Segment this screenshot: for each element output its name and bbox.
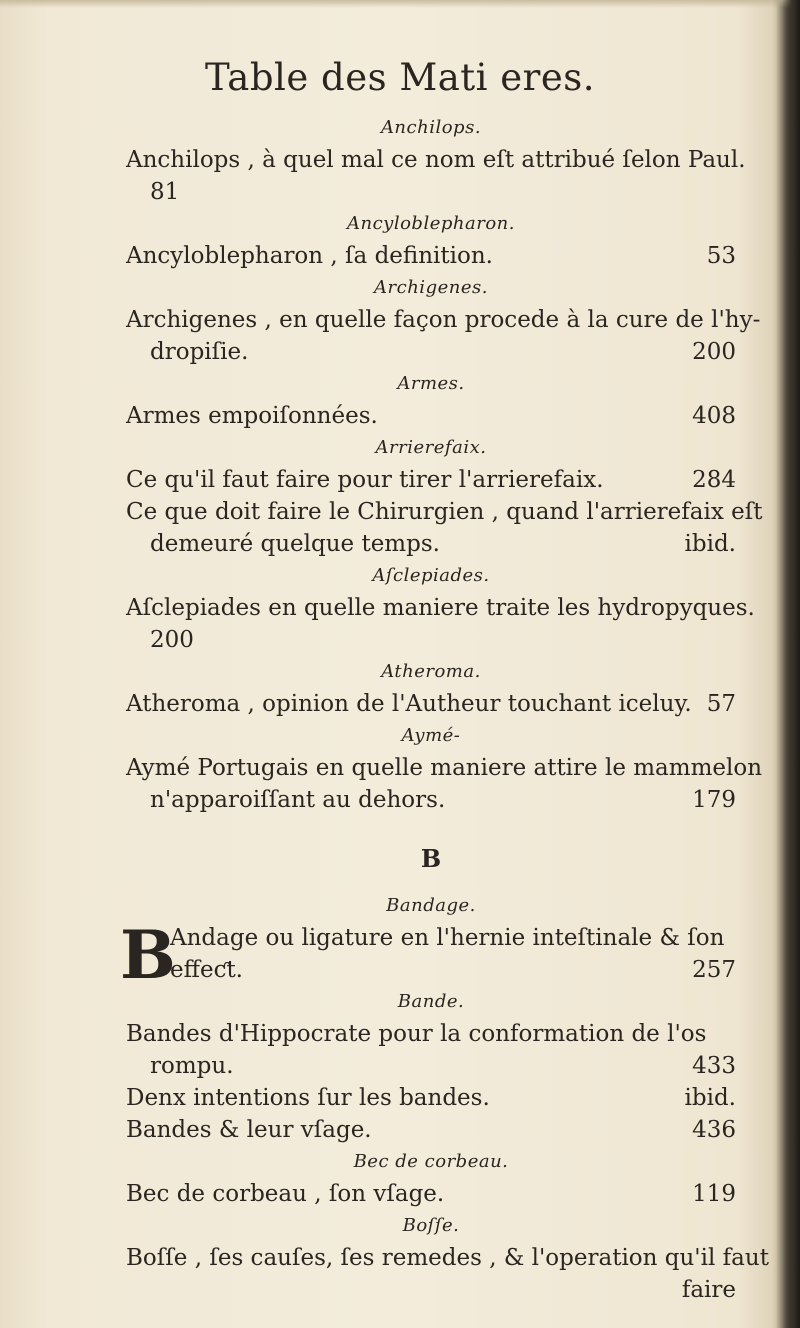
entry-text: effeƈt.	[170, 957, 243, 983]
page-ref: ibid.	[684, 1085, 736, 1111]
rubric-heading: Boſſe.	[402, 1215, 460, 1236]
index-entry	[126, 1018, 736, 1050]
entry-text: Ancyloblepharon , ſa definition.	[126, 243, 493, 269]
page-ref: 433	[692, 1053, 736, 1079]
entry-text: Atheroma , opinion de l'Autheur touchant iceluy.	[126, 691, 692, 717]
index-entry	[126, 624, 736, 656]
rubric-heading: Bandage.	[386, 895, 476, 916]
index-entry	[126, 464, 736, 496]
entry-text: Andage ou ligature en l'hernie inteſtinale & ſon	[170, 925, 725, 951]
page-ref: 436	[692, 1117, 736, 1143]
index-entry	[126, 528, 736, 560]
index-entry	[126, 144, 746, 176]
book-spine-shadow	[772, 0, 800, 1328]
entry-text: 81	[150, 179, 180, 205]
dropcap-entry	[120, 916, 736, 994]
index-entry	[126, 1082, 736, 1114]
rubric-heading: Armes.	[397, 373, 465, 394]
index-section	[126, 112, 746, 208]
page-ref: 53	[706, 243, 736, 269]
index-section	[126, 986, 736, 1146]
entry-text: Boſſe , ſes cauſes, ſes remedes , & l'operation qu'il faut	[126, 1245, 769, 1271]
entry-text: Archigenes , en quelle façon procede à la cure de l'hy-	[126, 307, 761, 333]
index-section	[126, 560, 755, 656]
entry-text: Anchilops , à quel mal ce nom eſt attribué ſelon Paul.	[126, 147, 746, 173]
index-section	[126, 368, 736, 432]
index-section	[126, 1210, 769, 1306]
page-top-edge	[0, 0, 800, 8]
index-section	[126, 432, 763, 560]
entry-text: dropiſie.	[150, 339, 249, 365]
page-ref: 179	[692, 787, 736, 813]
entry-text: rompu.	[150, 1053, 234, 1079]
index-entry	[126, 752, 763, 784]
page-ref: 200	[692, 339, 736, 365]
index-entry	[126, 304, 761, 336]
rubric-heading: Aſclepiades.	[372, 565, 490, 586]
page-ref: 284	[692, 467, 736, 493]
entry-text: n'apparoiſſant au dehors.	[150, 787, 446, 813]
index-entry	[126, 400, 736, 432]
letter-heading: B	[420, 844, 442, 873]
index-entry	[126, 1274, 736, 1306]
entry-text: Denx intentions ſur les bandes.	[126, 1085, 490, 1111]
page-ref: ibid.	[684, 531, 736, 557]
index-entry	[126, 1114, 736, 1146]
rubric-heading: Ancyloblepharon.	[347, 213, 515, 234]
index-section	[126, 208, 736, 272]
entry-text: Bec de corbeau , ſon vſage.	[126, 1181, 445, 1207]
entry-text: Ce qu'il faut faire pour tirer l'arrierefaix.	[126, 467, 604, 493]
index-entry	[126, 1242, 769, 1274]
rubric-heading: Arrierefaix.	[375, 437, 487, 458]
entry-text: Aymé Portugais en quelle maniere attire le mammelon	[126, 755, 763, 781]
index-section	[126, 656, 736, 720]
page-ref: 57	[706, 691, 736, 717]
rubric-heading: Anchilops.	[380, 117, 482, 138]
page-ref: faire	[681, 1277, 736, 1303]
entry-text: Aſclepiades en quelle maniere traite les hydropyques.	[126, 595, 755, 621]
rubric-heading: Bande.	[397, 991, 465, 1012]
rubric-heading: Aymé-	[401, 725, 461, 746]
index-section	[126, 1146, 736, 1210]
page-ref: 257	[692, 957, 736, 983]
entry-text: demeuré quelque temps.	[150, 531, 440, 557]
index-section	[126, 720, 763, 816]
entry-text: 200	[150, 627, 194, 653]
entry-text: Ce que doit faire le Chirurgien , quand l'arrierefaix eſt	[126, 499, 763, 525]
index-section	[120, 890, 736, 994]
index-entry	[126, 954, 736, 986]
rubric-heading: Archigenes.	[374, 277, 488, 298]
index-entry	[126, 784, 736, 816]
rubric-heading: Bec de corbeau.	[353, 1151, 509, 1172]
drop-capital: B	[120, 916, 176, 994]
index-entry	[126, 1050, 736, 1082]
rubric-heading: Atheroma.	[381, 661, 481, 682]
entry-text: Armes empoiſonnées.	[126, 403, 378, 429]
index-entry	[126, 1178, 736, 1210]
entry-text: Bandes d'Hippocrate pour la conformation de l'os	[126, 1021, 707, 1047]
page-ref: 408	[692, 403, 736, 429]
index-entry	[126, 592, 755, 624]
index-entry	[126, 922, 736, 954]
index-section	[126, 272, 761, 368]
page-ref: 119	[692, 1181, 736, 1207]
page-title: Table des Mati eres.	[204, 56, 595, 99]
index-entry	[126, 176, 736, 208]
entry-text: Bandes & leur vſage.	[126, 1117, 372, 1143]
index-entry	[126, 336, 736, 368]
index-entry	[126, 240, 736, 272]
index-content	[120, 112, 769, 1306]
index-entry	[126, 688, 736, 720]
index-entry	[126, 496, 763, 528]
